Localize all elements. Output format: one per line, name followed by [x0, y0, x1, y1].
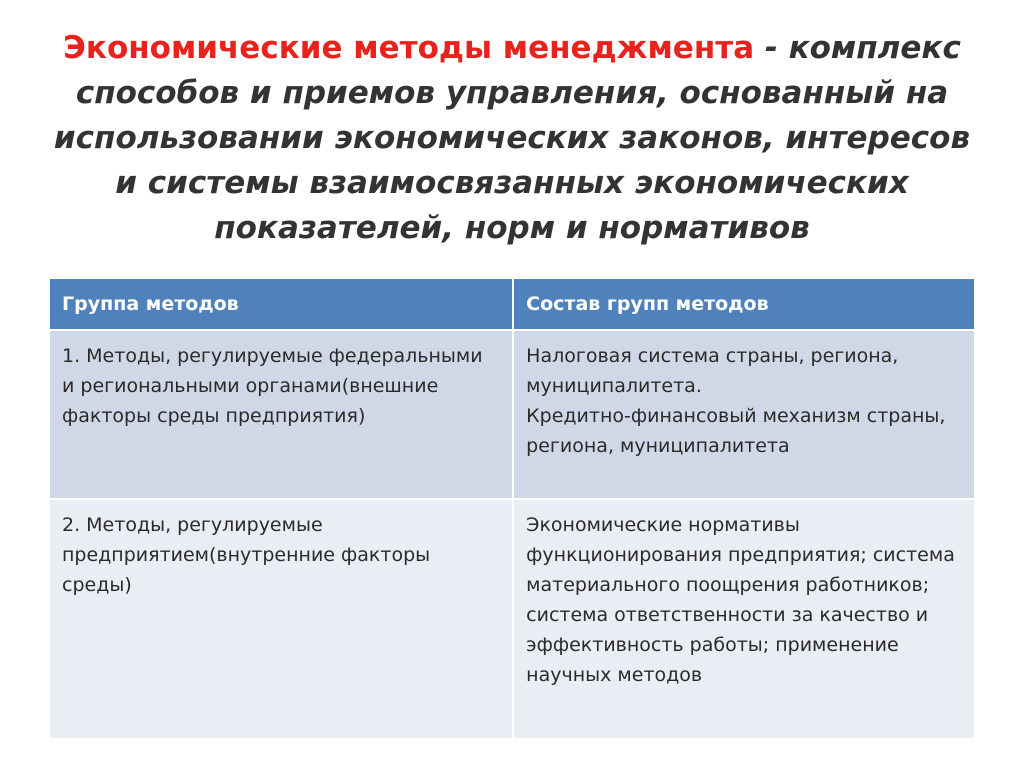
table-row	[50, 499, 974, 738]
header-method-group: Группа методов	[50, 279, 513, 330]
row1-composition-line: Налоговая система страны, региона, муниципалитета.	[526, 345, 899, 397]
title-definition: - комплекс способов и приемов управления, основанный на использовании экономических законов, интересов и системы взаимосвязанных экономических показателей, норм и нормативов	[53, 30, 971, 246]
row1-composition-line: Кредитно-финансовый механизм страны, региона, муниципалитета	[526, 405, 946, 457]
header-group-composition: Состав групп методов	[513, 279, 974, 330]
row2-group-cell: 2. Методы, регулируемые предприятием(внутренние факторы среды)	[50, 499, 513, 738]
row2-composition-cell	[513, 499, 974, 738]
title-highlight: Экономические методы менеджмента	[63, 30, 755, 66]
slide-title	[40, 26, 984, 251]
row1-composition-cell	[513, 330, 974, 499]
row2-composition-line: Экономические нормативы функционирования предприятия; система материального поощрения работников; система ответственности за качество и эффективность работы; применение научных методов	[526, 514, 955, 686]
table-row	[50, 330, 974, 499]
row1-group-cell: 1. Методы, регулируемые федеральными и региональными органами(внешние факторы среды предприятия)	[50, 330, 513, 499]
table-header-row	[50, 279, 974, 330]
methods-table	[50, 279, 974, 738]
